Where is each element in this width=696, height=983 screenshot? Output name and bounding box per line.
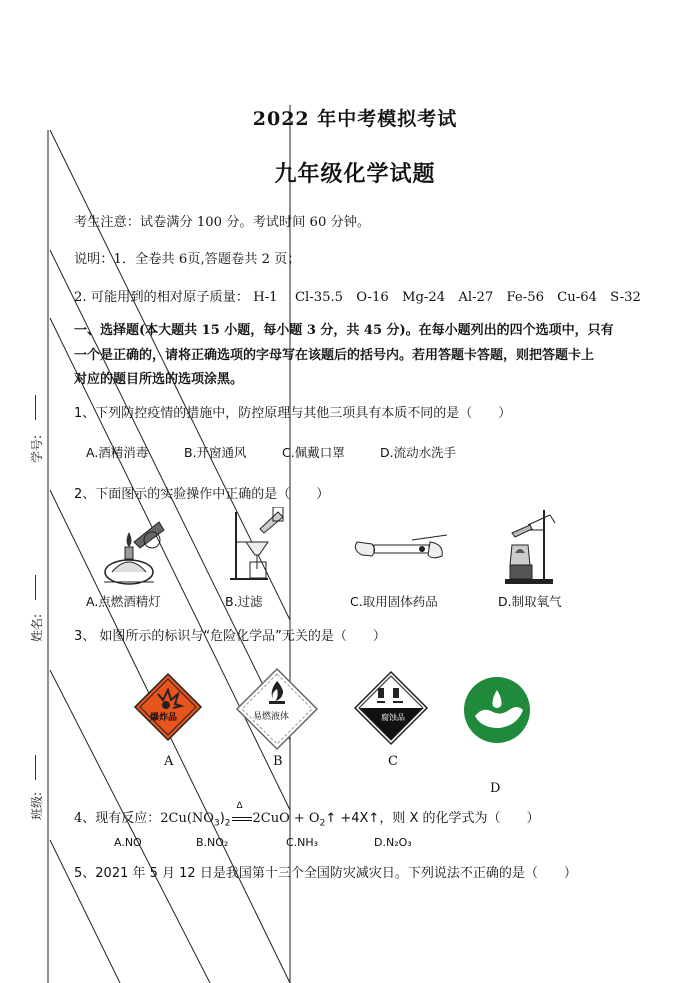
- q4-sub2: 2: [224, 818, 231, 829]
- explain-line-2: 2. 可能用到的相对原子质量： H-1 Cl-35.5 O-16 Mg-24 Al-27 Fe-56 Cu-64 S-32: [74, 290, 641, 305]
- q4-option-d: D.N₂O₃: [374, 836, 412, 849]
- q4-option-c: C.NH₃: [286, 836, 319, 849]
- notice-line: 考生注意：试卷满分 100 分。考试时间 60 分钟。: [74, 215, 371, 230]
- oxygen-apparatus-icon: [500, 505, 560, 587]
- q4-stem-tail: ↑ +4X↑，则 X 的化学式为（ ）: [325, 811, 540, 826]
- margin-underline: [35, 755, 37, 780]
- test-tube-solid-icon: [352, 530, 452, 570]
- flammable-sign-text: 易燃液体: [253, 712, 290, 722]
- exam-subtitle: 九年级化学试题: [274, 161, 436, 187]
- q3-label-b: B: [273, 754, 283, 769]
- q4-o2sub: 2: [319, 818, 326, 829]
- explosive-sign-text: 爆炸品: [150, 713, 178, 723]
- q4-stem-rest: 2CuO + O: [252, 811, 320, 826]
- margin-label-xingming: 姓名:: [30, 613, 44, 642]
- q1-option-d: D.流动水洗手: [380, 445, 457, 460]
- q1-option-c: C.佩戴口罩: [282, 445, 345, 460]
- margin-underline: [35, 395, 37, 420]
- q4-stem-prefix: 4、现有反应：2Cu(NO: [74, 811, 214, 826]
- q4-stem-mid: ): [219, 811, 225, 826]
- q4-delta: Δ: [236, 801, 243, 811]
- q5-stem: 5、2021 年 5 月 12 日是我国第十三个全国防灾减灾日。下列说法不正确的是（ ）: [74, 866, 577, 881]
- section1-line2: 一个是正确的，请将正确选项的字母写在该题后的括号内。若用答题卡答题，则把答题卡上: [74, 348, 595, 363]
- corrosive-sign-icon: [353, 670, 429, 746]
- exam-title: 2022 年中考模拟考试: [252, 108, 458, 130]
- margin-label-xuehao: 学号:: [30, 434, 44, 463]
- q3-label-a: A: [164, 754, 174, 769]
- section1-line3: 对应的题目所选的选项涂黑。: [74, 372, 244, 387]
- q4-heat-arrow: [231, 801, 253, 826]
- corrosive-sign-text: 腐蚀品: [381, 713, 405, 722]
- q2-option-d: D.制取氧气: [498, 594, 562, 609]
- water-saving-logo-icon: [463, 676, 531, 744]
- q1-option-a: A.酒精消毒: [86, 445, 149, 460]
- q3-stem: 3、 如图所示的标识与“危险化学品”无关的是（ ）: [74, 629, 386, 644]
- q1-stem: 1、下列防控疫情的措施中，防控原理与其他三项具有本质不同的是（ ）: [74, 406, 512, 421]
- q4-option-b: B.NO₂: [196, 836, 229, 849]
- section1-line1: 一、选择题(本大题共 15 小题，每小题 3 分，共 45 分)。在每小题列出的四个选项中，只有: [74, 323, 614, 338]
- margin-underline: [35, 575, 37, 600]
- margin-label-banji: 班级:: [30, 791, 44, 820]
- q3-label-c: C: [388, 754, 398, 769]
- q2-option-c: C.取用固体药品: [350, 594, 438, 609]
- q4-stem: [74, 801, 540, 829]
- q2-option-a: A.点燃酒精灯: [86, 594, 161, 609]
- q4-option-a: A.NO: [114, 836, 142, 849]
- explosive-sign-icon: [133, 672, 203, 742]
- filtration-icon: [228, 507, 288, 585]
- q3-label-d: D: [490, 781, 501, 796]
- q2-option-b: B.过滤: [225, 594, 263, 609]
- q1-option-b: B.开窗通风: [184, 445, 247, 460]
- q2-stem: 2、下面图示的实验操作中正确的是（ ）: [74, 487, 330, 502]
- q4-sub3: 3: [213, 818, 220, 829]
- alcohol-lamp-icon: [94, 512, 172, 590]
- explain-line-1: 说明：1．全卷共 6页,答题卷共 2 页；: [74, 252, 301, 267]
- q4-equals: [232, 817, 252, 821]
